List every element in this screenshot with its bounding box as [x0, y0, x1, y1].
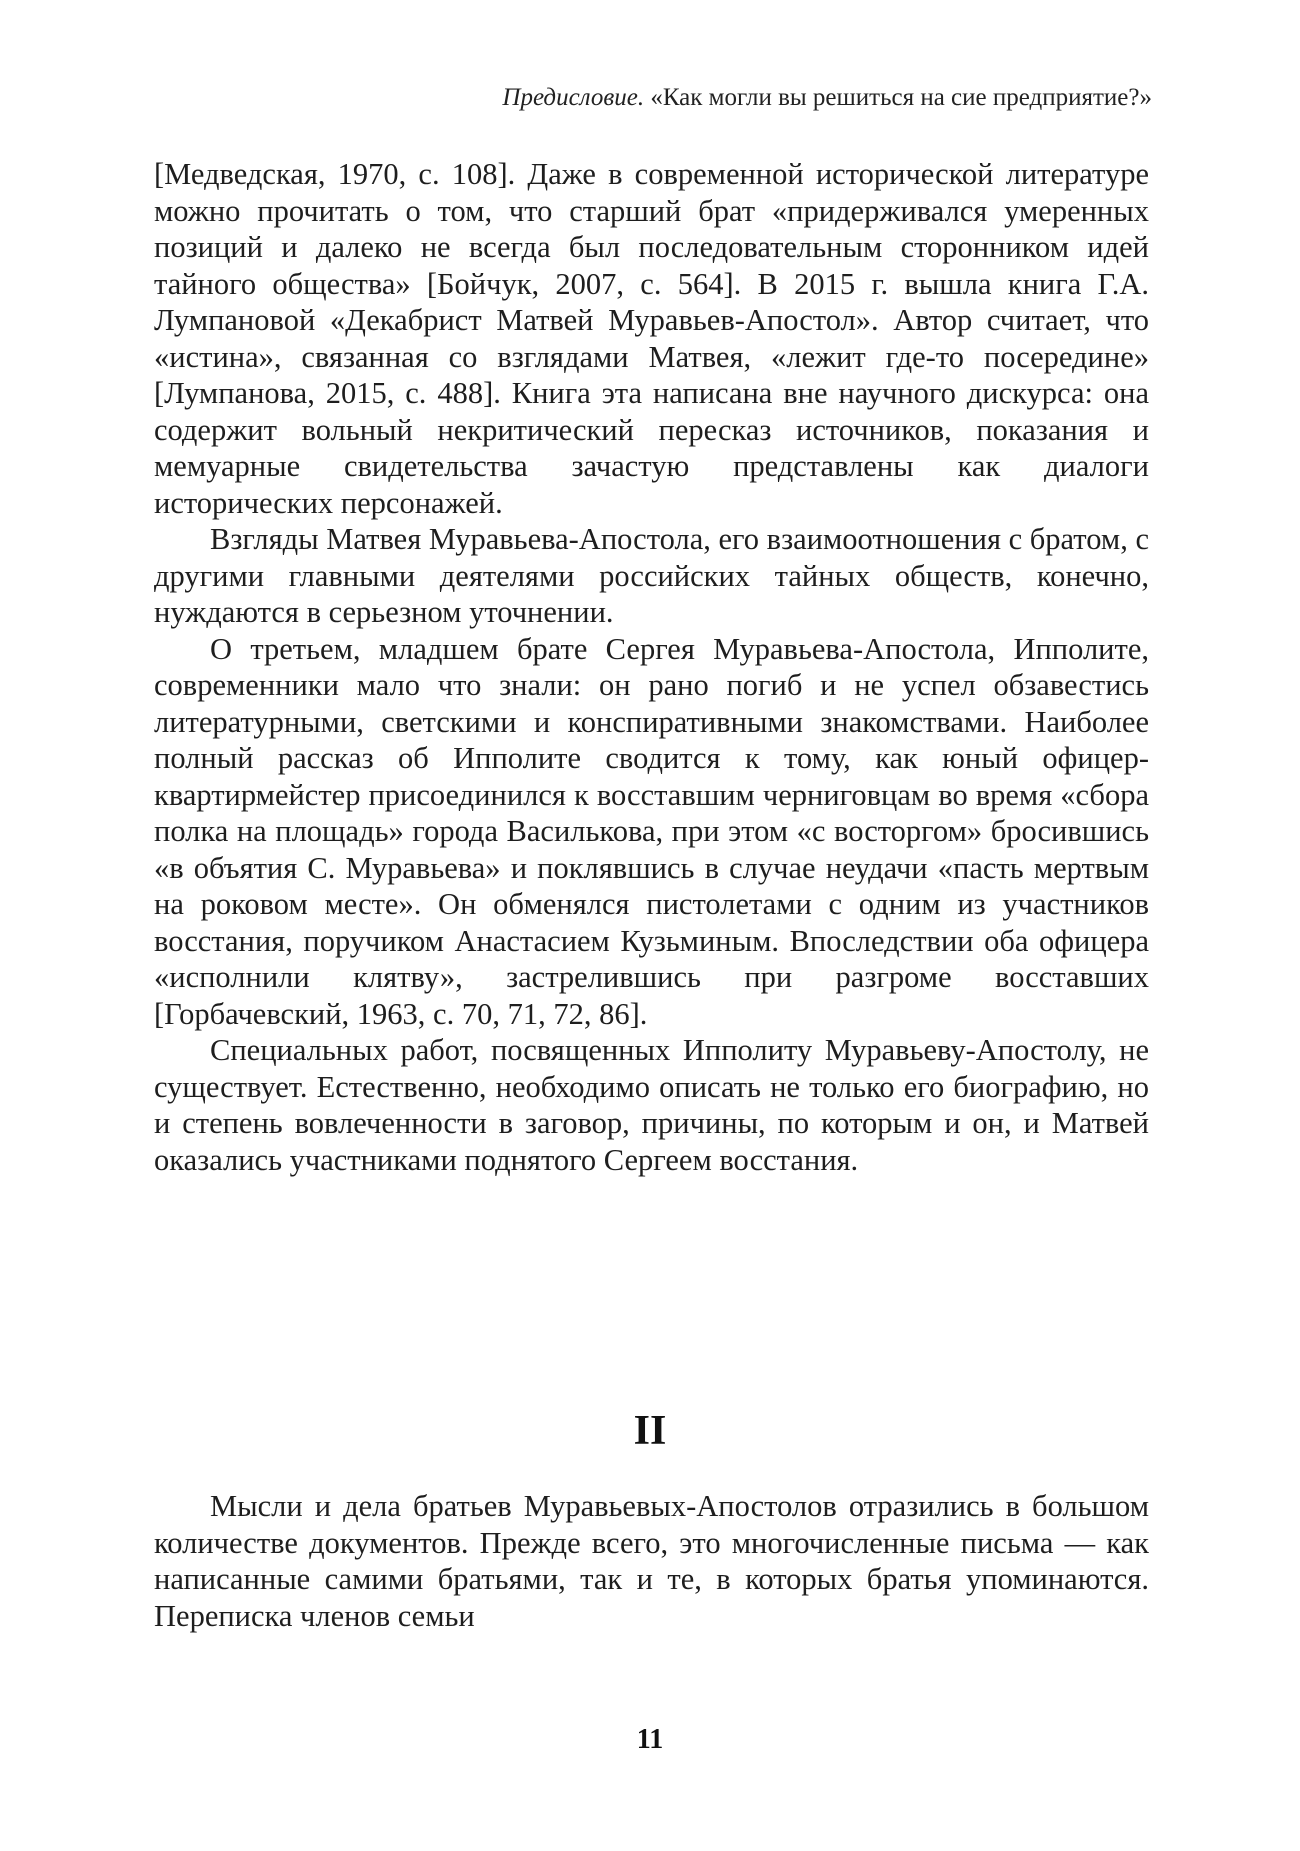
running-head-chapter: Предисловие.: [502, 84, 645, 111]
paragraph: О третьем, младшем брате Сергея Муравьева-Апостола, Ипполите, современники мало что знали: он рано погиб и не успел обзавестись литературными, светскими и конспиративными знакомствами. Наиболее полный рассказ об Ипполите сводится к тому, как юный офицер-квартирмейстер присоединился к восставшим черниговцам во время «сбора полка на площадь» города Василькова, при этом «с восторгом» бросившись «в объятия С. Муравьева» и поклявшись в случае неудачи «пасть мертвым на роковом месте». Он обменялся пистолетами с одним из участников восстания, поручиком Анастасием Кузьминым. Впоследствии оба офицера «исполнили клятву», застрелившись при разгроме восставших [Горбачевский, 1963, с. 70, 71, 72, 86].: [154, 631, 1149, 1031]
paragraph: Мысли и дела братьев Муравьевых-Апостолов отразились в большом количестве документов. Прежде всего, это многочисленные письма — как написанные самими братьями, так и те, в которых братья упоминаются. Переписка членов семьи: [154, 1489, 1149, 1633]
section-heading: II: [633, 1408, 667, 1454]
paragraph: Специальных работ, посвященных Ипполиту Муравьеву-Апостолу, не существует. Естественно, необходимо описать не только его биографию, но и степень вовлеченности в заговор, причины, по которым и он, и Матвей оказались участниками поднятого Сергеем восстания.: [154, 1033, 1149, 1177]
running-head-title: «Как могли вы решиться на сие предприятие?»: [644, 84, 1152, 111]
section-body-text: [154, 1488, 1149, 1634]
page-number: 11: [636, 1724, 664, 1755]
paragraph: Взгляды Матвея Муравьева-Апостола, его взаимоотношения с братом, с другими главными деятелями российских тайных обществ, конечно, нуждаются в серьезном уточнении.: [154, 522, 1149, 629]
body-text: [154, 156, 1149, 1178]
running-head: [502, 84, 1152, 112]
paragraph-continued: [Медведская, 1970, с. 108]. Даже в современной исторической литературе можно прочитать о том, что старший брат «придерживался умеренных позиций и далеко не всегда был последовательным сторонником идей тайного общества» [Бойчук, 2007, с. 564]. В 2015 г. вышла книга Г.А. Лумпановой «Декабрист Матвей Муравьев-Апостол». Автор считает, что «истина», связанная со взглядами Матвея, «лежит где-то посередине» [Лумпанова, 2015, с. 488]. Книга эта написана вне научного дискурса: она содержит вольный некритический пересказ источников, показания и мемуарные свидетельства зачастую представлены как диалоги исторических персонажей.: [154, 157, 1149, 520]
